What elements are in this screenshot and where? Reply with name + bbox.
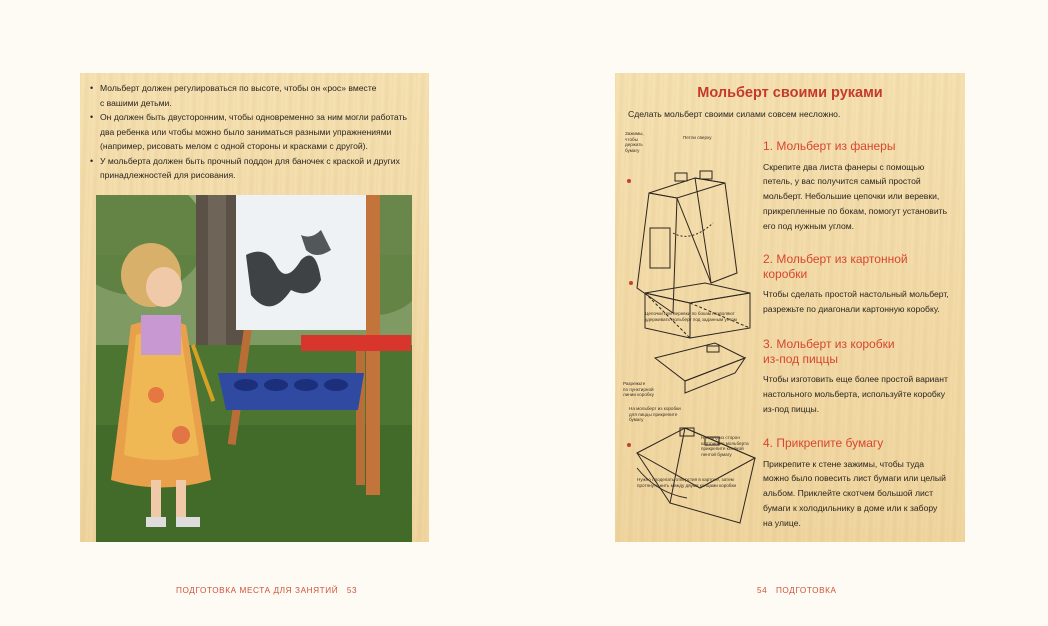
requirements-list [90, 81, 420, 183]
bullet-icon: • [90, 83, 94, 93]
page-number: 54 [757, 586, 768, 595]
section-attach-paper [763, 436, 958, 530]
intro-text: Сделать мольберт своими силами совсем несложно. [628, 109, 841, 119]
diagram-label: Петли сверху [683, 135, 712, 140]
diagram-label: На мольберт из коробки для пиццы прикрепите бумагу [629, 406, 681, 423]
bullet-line: Мольберт должен регулироваться по высоте, чтобы он «рос» вместе [100, 83, 377, 93]
list-item [90, 110, 420, 154]
left-footer [176, 586, 357, 595]
bullet-line: Он должен быть двусторонним, чтобы одновременно за ним могли работать [100, 112, 407, 122]
section-cardboard [763, 252, 958, 317]
diagram-label: Зажимы, чтобы держать бумагу [625, 131, 644, 153]
section-heading: 4. Прикрепите бумагу [763, 436, 884, 450]
diagram-label: Нужно проделать отверстия в картоне, затем протянуть нить между двумя концами коробки [637, 477, 737, 488]
child-painting-photo [96, 195, 412, 542]
diagram-label: Разрежьте по пунктирной линии коробку [623, 381, 654, 398]
section-heading: 1. Мольберт из фанеры [763, 139, 896, 153]
bullet-line: с вашими детьми. [100, 97, 172, 108]
section-text: Чтобы изготовить еще более простой вариант настольного мольберта, используйте коробку из-под пиццы. [763, 374, 948, 414]
page-number: 53 [346, 586, 358, 595]
footer-section: ПОДГОТОВКА [775, 586, 837, 595]
page-title: Мольберт своими руками [697, 85, 883, 101]
footer-section: ПОДГОТОВКА МЕСТА ДЛЯ ЗАНЯТИЙ [176, 586, 339, 595]
section-pizza-box [763, 337, 958, 416]
bullet-line: У мольберта должен быть прочный поддон для баночек с краской и других [100, 155, 400, 166]
left-page [80, 73, 429, 542]
diagram-label: На одну из сторон картонного мольберта прикрепите клейкой лентой бумагу [701, 435, 749, 457]
list-item [90, 154, 420, 183]
section-text: Чтобы сделать простой настольный мольберт, разрежьте по диагонали картонную коробку. [763, 289, 949, 314]
section-heading: 3. Мольберт из коробки из-под пиццы [763, 337, 895, 366]
bullet-icon: • [90, 155, 94, 166]
diagram-label: Цепочки или веревки по бокам позволяют удерживать мольберт под заданным углом [645, 311, 737, 322]
section-plywood [763, 139, 958, 233]
bullet-line: (например, рисовать мелом с одной стороны и красками с другой). [100, 141, 368, 151]
bullet-line: принадлежностей для рисования. [100, 170, 236, 180]
list-item [90, 81, 420, 110]
right-footer [757, 586, 837, 595]
section-text: Прикрепите к стене зажимы, чтобы туда можно было повесить лист бумаги или целый альбом. Приклейте скотчем большой лист бумаги к холодильнику в доме или к забору на улице. [763, 458, 946, 528]
bullet-icon: • [90, 112, 94, 122]
bullet-line: два ребенка или чтобы можно было заниматься разными упражнениями [100, 126, 392, 137]
cardboard-box-drawing [645, 283, 750, 303]
section-heading: 2. Мольберт из картонной коробки [763, 252, 908, 281]
right-page [615, 73, 965, 542]
section-text: Скрепите два листа фанеры с помощью петель, у вас получится самый простой мольберт. Небольшие цепочки или веревки, прикрепленные по бокам, помогут установить его под нужным углом. [763, 161, 948, 231]
